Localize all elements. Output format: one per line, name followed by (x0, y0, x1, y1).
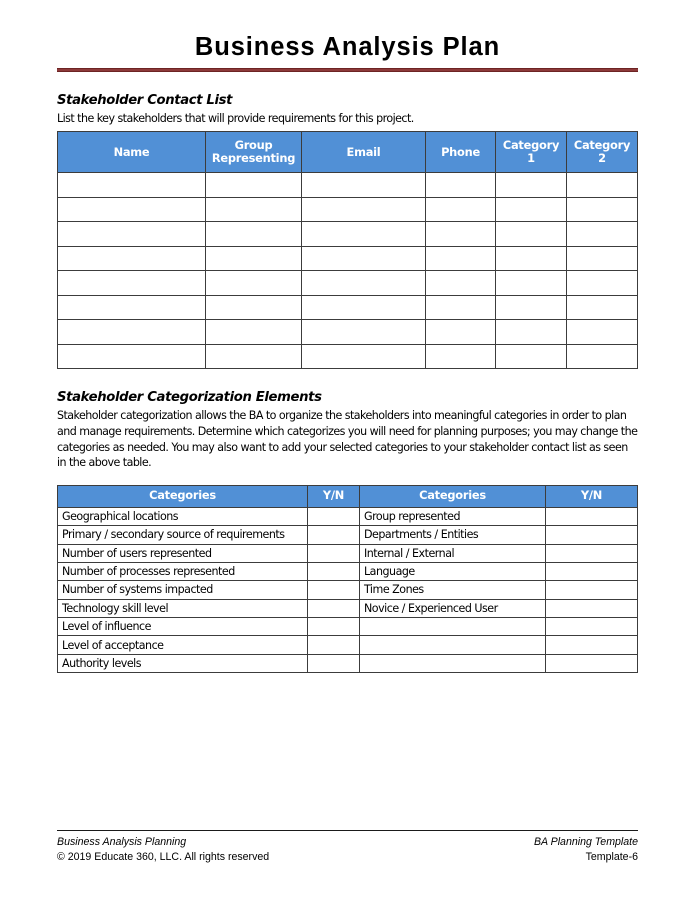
cell-email[interactable] (302, 271, 426, 296)
cell-category-1[interactable] (496, 222, 567, 247)
cell-category-right[interactable]: Internal / External (360, 544, 546, 562)
table-row (58, 222, 638, 247)
cell-yn-right[interactable] (546, 654, 638, 672)
table-header-row (58, 132, 638, 173)
cell-yn-left[interactable] (308, 654, 360, 672)
cell-email[interactable] (302, 222, 426, 247)
cell-name[interactable] (58, 271, 206, 296)
cell-yn-left[interactable] (308, 526, 360, 544)
cell-category-right[interactable]: Departments / Entities (360, 526, 546, 544)
column-header-category-1: Category 1 (496, 132, 567, 173)
column-header-phone: Phone (426, 132, 496, 173)
cell-category-2[interactable] (567, 271, 638, 296)
cell-category-2[interactable] (567, 295, 638, 320)
column-header-email: Email (302, 132, 426, 173)
cell-category-left[interactable]: Geographical locations (58, 507, 308, 525)
table-header-row (58, 485, 638, 507)
cell-yn-left[interactable] (308, 618, 360, 636)
cell-email[interactable] (302, 197, 426, 222)
table-row (58, 636, 638, 654)
cell-name[interactable] (58, 222, 206, 247)
cell-category-1[interactable] (496, 271, 567, 296)
column-header-yn-left: Y/N (308, 485, 360, 507)
page-title: Business Analysis Plan (194, 33, 501, 61)
section-heading-categorization: Stakeholder Categorization Elements (57, 390, 322, 406)
categorization-table-wrapper (57, 471, 638, 674)
cell-yn-left[interactable] (308, 599, 360, 617)
cell-category-1[interactable] (496, 295, 567, 320)
cell-category-right[interactable] (360, 654, 546, 672)
cell-category-left[interactable]: Level of acceptance (58, 636, 308, 654)
cell-yn-right[interactable] (546, 599, 638, 617)
cell-category-right[interactable] (360, 636, 546, 654)
table-row (58, 271, 638, 296)
cell-yn-left[interactable] (308, 544, 360, 562)
table-row (58, 246, 638, 271)
table-row (58, 344, 638, 369)
page-footer (57, 830, 638, 864)
cell-category-left[interactable]: Authority levels (58, 654, 308, 672)
cell-category-left[interactable]: Number of processes represented (58, 562, 308, 580)
section-heading-contact-list: Stakeholder Contact List (57, 92, 233, 108)
cell-email[interactable] (302, 295, 426, 320)
table-row (58, 197, 638, 222)
section-intro-contact-list: List the key stakeholders that will provide requirements for this project. (57, 111, 414, 125)
footer-template-name: BA Planning Template (533, 836, 638, 848)
table-row (58, 526, 638, 544)
cell-yn-left[interactable] (308, 507, 360, 525)
cell-yn-right[interactable] (546, 507, 638, 525)
categorization-table-body (58, 507, 638, 673)
cell-category-left[interactable]: Number of systems impacted (58, 581, 308, 599)
cell-category-2[interactable] (567, 222, 638, 247)
table-row (58, 562, 638, 580)
cell-yn-left[interactable] (308, 581, 360, 599)
cell-category-1[interactable] (496, 246, 567, 271)
cell-group[interactable] (206, 173, 302, 198)
cell-category-right[interactable]: Language (360, 562, 546, 580)
cell-name[interactable] (58, 344, 206, 369)
column-header-categories-right: Categories (360, 485, 546, 507)
cell-category-1[interactable] (496, 173, 567, 198)
cell-category-right[interactable]: Novice / Experienced User (360, 599, 546, 617)
contact-table-wrapper (57, 126, 638, 369)
cell-yn-right[interactable] (546, 526, 638, 544)
cell-category-1[interactable] (496, 320, 567, 345)
cell-phone[interactable] (426, 222, 496, 247)
footer-copyright: © 2019 Educate 360, LLC. All rights reserved (57, 850, 270, 863)
column-header-categories-left: Categories (58, 485, 308, 507)
column-header-name: Name (58, 132, 206, 173)
cell-category-2[interactable] (567, 173, 638, 198)
cell-category-2[interactable] (567, 344, 638, 369)
table-row (58, 618, 638, 636)
table-row (58, 544, 638, 562)
cell-category-left[interactable]: Primary / secondary source of requirements (58, 526, 308, 544)
cell-category-left[interactable]: Level of influence (58, 618, 308, 636)
column-header-yn-right: Y/N (546, 485, 638, 507)
cell-category-right[interactable] (360, 618, 546, 636)
stakeholder-categorization-table (57, 485, 638, 674)
cell-name[interactable] (58, 295, 206, 320)
table-row (58, 654, 638, 672)
cell-yn-right[interactable] (546, 562, 638, 580)
cell-category-left[interactable]: Technology skill level (58, 599, 308, 617)
footer-divider (57, 830, 638, 831)
cell-group[interactable] (206, 222, 302, 247)
table-row (58, 599, 638, 617)
cell-yn-right[interactable] (546, 618, 638, 636)
cell-name[interactable] (58, 246, 206, 271)
stakeholder-contact-table (57, 131, 638, 369)
footer-line-1 (57, 835, 638, 850)
cell-category-left[interactable]: Number of users represented (58, 544, 308, 562)
cell-phone[interactable] (426, 246, 496, 271)
cell-category-1[interactable] (496, 197, 567, 222)
cell-yn-right[interactable] (546, 544, 638, 562)
cell-name[interactable] (58, 173, 206, 198)
cell-yn-right[interactable] (546, 636, 638, 654)
column-header-category-2: Category 2 (567, 132, 638, 173)
cell-email[interactable] (302, 246, 426, 271)
cell-yn-left[interactable] (308, 636, 360, 654)
cell-email[interactable] (302, 173, 426, 198)
footer-document-name: Business Analysis Planning (57, 836, 187, 848)
cell-category-right[interactable]: Group represented (360, 507, 546, 525)
contact-table-body (58, 173, 638, 369)
cell-group[interactable] (206, 295, 302, 320)
cell-group[interactable] (206, 271, 302, 296)
cell-category-1[interactable] (496, 344, 567, 369)
cell-name[interactable] (58, 197, 206, 222)
cell-group[interactable] (206, 246, 302, 271)
cell-phone[interactable] (426, 197, 496, 222)
footer-line-2 (57, 850, 638, 865)
cell-phone[interactable] (426, 173, 496, 198)
cell-group[interactable] (206, 320, 302, 345)
cell-phone[interactable] (426, 295, 496, 320)
cell-name[interactable] (58, 320, 206, 345)
cell-email[interactable] (302, 344, 426, 369)
column-header-group: Group Representing (206, 132, 302, 173)
cell-email[interactable] (302, 320, 426, 345)
cell-phone[interactable] (426, 344, 496, 369)
cell-category-2[interactable] (567, 320, 638, 345)
table-row (58, 320, 638, 345)
cell-phone[interactable] (426, 271, 496, 296)
table-row (58, 507, 638, 525)
section-intro-categorization: Stakeholder categorization allows the BA to organize the stakeholders into meaningful categories in order to plan and manage requirements. Determine which categorizes you will need for planning purposes; you may change the categories as needed. You may also want to add your selected categories to your stakeholder contact list as seen in the above table. (57, 409, 638, 470)
cell-group[interactable] (206, 344, 302, 369)
table-row (58, 581, 638, 599)
footer-template-number: Template-6 (585, 850, 638, 863)
cell-category-2[interactable] (567, 246, 638, 271)
cell-category-right[interactable]: Time Zones (360, 581, 546, 599)
cell-group[interactable] (206, 197, 302, 222)
cell-yn-left[interactable] (308, 562, 360, 580)
table-row (58, 173, 638, 198)
cell-phone[interactable] (426, 320, 496, 345)
cell-category-2[interactable] (567, 197, 638, 222)
table-row (58, 295, 638, 320)
cell-yn-right[interactable] (546, 581, 638, 599)
